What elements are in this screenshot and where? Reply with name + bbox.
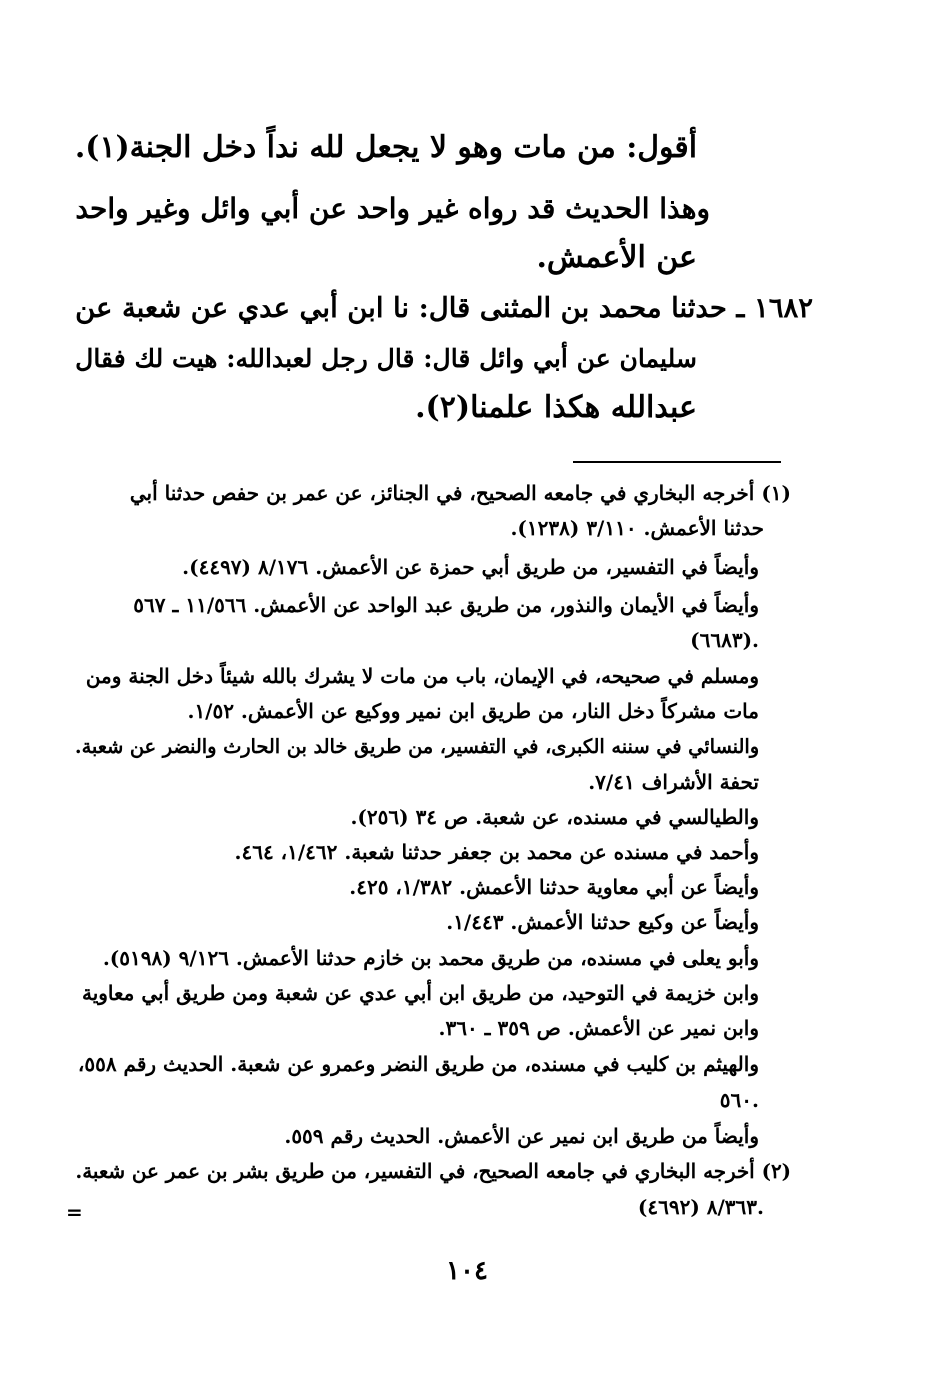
main-text-line-6: عبدالله هكذا علمنا(٢). [415,390,697,425]
main-text-line-3: عن الأعمش. [536,240,697,275]
main-text-line-4: ١٦٨٢ ـ حدثنا محمد بن المثنى قال: نا ابن أبي عدي عن شعبة عن [75,292,813,324]
footnote-line-15: وابن خزيمة في التوحيد، من طريق ابن أبي عدي عن شعبة ومن طريق أبي معاوية [81,981,759,1005]
footnote-line-8: والنسائي في سننه الكبرى، في التفسير، من طريق خالد بن الحارث والنضر عن شعبة. [74,735,759,758]
footnote-line-14: وأبو يعلى في مسنده، من طريق محمد بن خازم حدثنا الأعمش. ٩/١٢٦ (٥١٩٨). [102,946,759,970]
footnote-line-4: وأيضاً في الأيمان والنذور، من طريق عبد الواحد عن الأعمش. ١١/٥٦٦ ـ ٥٦٧ [133,593,759,617]
footnote-line-13: وأيضاً عن وكيع حدثنا الأعمش. ١/٤٤٣. [446,910,759,934]
continuation-marker: = [66,1200,83,1224]
main-text-line-5: سليمان عن أبي وائل قال: قال رجل لعبدالله: هيت لك فقال [75,343,697,373]
page-number: ١٠٤ [446,1256,488,1286]
footnote-line-11: وأحمد في مسنده عن محمد بن جعفر حدثنا شعبة. ١/٤٦٢، ٤٦٤. [234,840,759,864]
footnote-line-6: ومسلم في صحيحه، في الإيمان، باب من مات لا يشرك بالله شيئاً دخل الجنة ومن [85,664,759,688]
footnote-line-19: وأيضاً من طريق ابن نمير عن الأعمش. الحديث رقم ٥٥٩. [284,1124,759,1148]
main-text-line-2: وهذا الحديث قد رواه غير واحد عن أبي وائل وغير واحد [75,192,710,225]
footnote-line-7: مات مشركاً دخل النار، من طريق ابن نمير ووكيع عن الأعمش. ١/٥٢. [187,699,759,723]
footnote-line-3: وأيضاً في التفسير، من طريق أبي حمزة عن الأعمش. ٨/١٧٦ (٤٤٩٧). [182,555,759,579]
footnote-separator [573,461,781,463]
footnote-line-17: والهيثم بن كليب في مسنده، من طريق النضر وعمرو عن شعبة. الحديث رقم ٥٥٨، [77,1052,759,1076]
footnote-line-12: وأيضاً عن أبي معاوية حدثنا الأعمش. ١/٣٨٢، ٤٢٥. [349,875,759,899]
footnote-line-2: حدثنا الأعمش. ٣/١١٠ (١٢٣٨). [510,516,764,540]
footnote-line-18: ٥٦٠. [719,1088,759,1112]
footnote-line-10: والطيالسي في مسنده، عن شعبة. ص ٣٤ (٢٥٦). [350,805,759,829]
footnote-line-20: (٢) أخرجه البخاري في جامعه الصحيح، في التفسير، من طريق بشر بن عمر عن شعبة. [75,1159,791,1183]
footnote-line-21: ٨/٣٦٣ (٤٦٩٢). [637,1195,764,1219]
footnote-line-1: (١) أخرجه البخاري في جامعه الصحيح، في الجنائز، عن عمر بن حفص حدثنا أبي [129,481,791,505]
footnote-line-5: (٦٦٨٣). [690,628,759,652]
footnote-line-9: تحفة الأشراف ٧/٤١. [588,770,759,794]
main-text-line-1: أقول: من مات وهو لا يجعل لله نداً دخل الجنة(١). [74,130,697,165]
footnote-line-16: وابن نمير عن الأعمش. ص ٣٥٩ ـ ٣٦٠. [438,1016,759,1040]
